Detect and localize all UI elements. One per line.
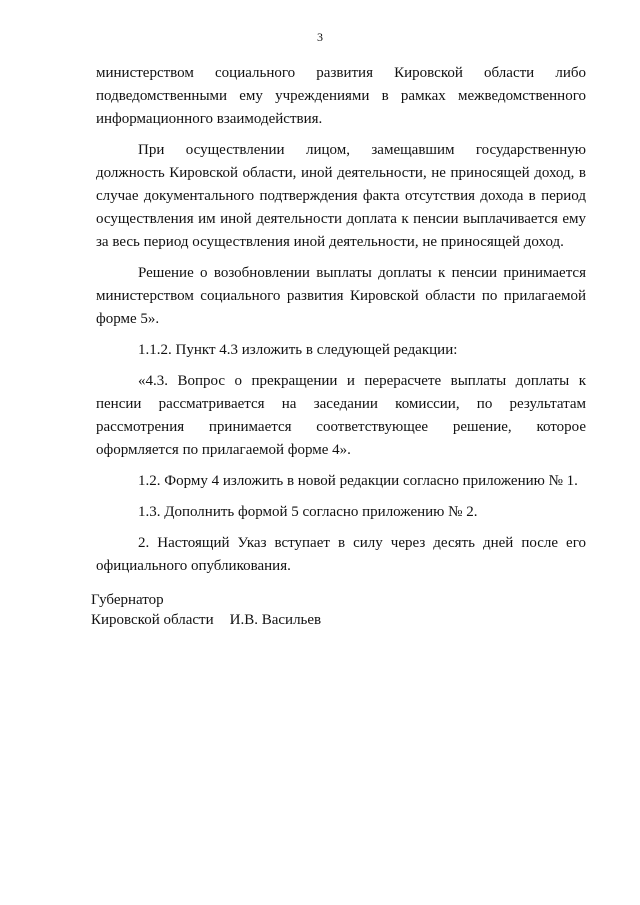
paragraph-income-absence: При осуществлении лицом, замещавшим государственную должность Кировской области, иной деятельности, не приносящей доход, в случае документального подтверждения факта отсутствия дохода в период осуществления им иной деятельности доплата к пенсии выплачивается ему за весь период осуществления иной деятельности, не приносящей доход. xyxy=(96,142,586,250)
paragraph-1-3: 1.3. Дополнить формой 5 согласно приложению № 2. xyxy=(138,504,478,520)
signatory-region: Кировской области xyxy=(91,612,214,628)
paragraph-4-3: «4.3. Вопрос о прекращении и перерасчете выплаты доплаты к пенсии рассматривается на заседании комиссии, по результатам рассмотрения принимается соответствующее решение, которое оформляется по прилагаемой форме 4». xyxy=(96,373,586,458)
paragraph-1-2: 1.2. Форму 4 изложить в новой редакции согласно приложению № 1. xyxy=(138,473,578,489)
paragraph-resumption-decision: Решение о возобновлении выплаты доплаты к пенсии принимается министерством социального развития Кировской области по прилагаемой форме 5». xyxy=(96,265,586,327)
signatory-name: И.В. Васильев xyxy=(229,612,322,628)
page-number: 3 xyxy=(317,30,323,44)
signatory-title: Губернатор xyxy=(91,592,164,608)
paragraph-1-1-2: 1.1.2. Пункт 4.3 изложить в следующей редакции: xyxy=(138,342,458,358)
document-body xyxy=(96,62,586,578)
signatory-region-line xyxy=(91,610,321,630)
paragraph-continuation: министерством социального развития Кировской области либо подведомственными ему учреждениями в рамках межведомственного информационного взаимодействия. xyxy=(96,65,586,127)
paragraph-2-effective: 2. Настоящий Указ вступает в силу через десять дней после его официального опубликования. xyxy=(96,535,586,574)
signature-block xyxy=(91,590,321,630)
